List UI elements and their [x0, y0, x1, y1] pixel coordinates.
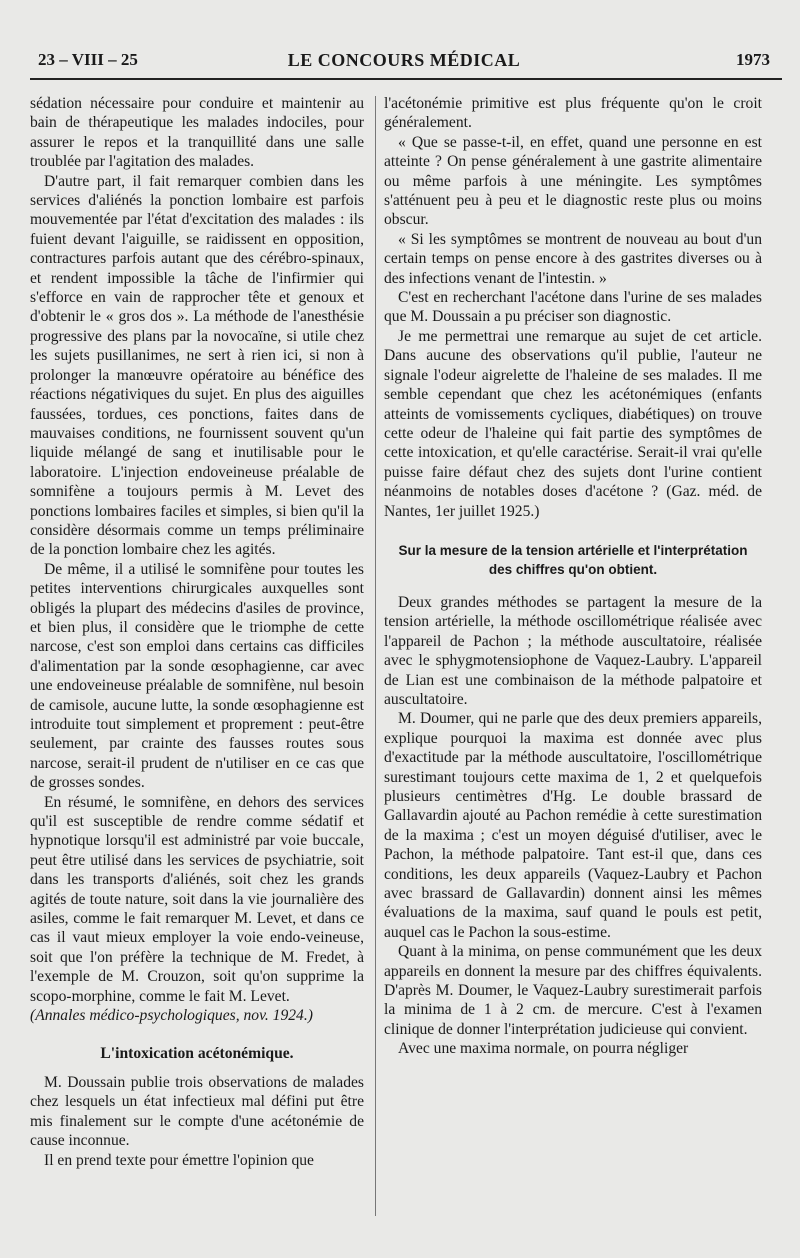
paragraph: sédation nécessaire pour conduire et maintenir au bain de thérapeutique les malades indociles, pour assurer le repos et la tranquillité dans une salle troublée par l'agitation des malades.: [30, 95, 364, 171]
paragraph: Quant à la minima, on pense communément que les deux appareils en donnent la mesure par des chiffres équivalents. D'après M. Doumer, le Vaquez-Laubry surestimerait parfois la minima de 1 à 2 cm. de mercure. C'est à l'examen clinique de donner l'interprétation judicieuse qui convient.: [384, 943, 762, 1038]
paragraph: « Que se passe-t-il, en effet, quand une personne en est atteinte ? On pense généralement à une gastrite alimentaire ou même parfois à une méningite. Les symptômes s'atténuent peu à peu et le diagnostic reste plus ou moins obscur.: [384, 133, 762, 229]
paragraph: D'autre part, il fait remarquer combien dans les services d'aliénés la ponction lombaire est parfois mouvementée par l'état d'excitation des malades : ils fuient devant l'aiguille, se raidissent en opposition, contractures parfois autant que des cérébro-spinaux, et rendent impossible la tâche de l'infirmier qui s'efforce en vain de rapprocher tête et genoux et d'obtenir le « gros dos ». La méthode de l'anesthésie progressive des plans par la novocaïne, si utile chez les sujets pusillanimes, ne sert à rien ici, si non à prolonger la manœuvre opératoire au bénéfice des réactions négativiques du sujet. En plus des aiguilles faussées, tordues, ces ponctions, faites dans de mauvaises conditions, ne fournissent souvent qu'un liquide mélangé de sang et inutilisable pour le laboratoire. L'injection endoveineuse préalable de somnifène a toujours permis à M. Levet des ponctions lombaires faciles et simples, si bien qu'il la considère désormais comme un temps préliminaire de la ponction lombaire chez les agités.: [30, 172, 364, 559]
column-divider: [375, 96, 376, 1216]
paragraph: Deux grandes méthodes se partagent la mesure de la tension artérielle, la méthode oscillométrique réalisée avec l'appareil de Pachon ; la méthode auscultatoire, réalisée avec le sphygmotensiophone de Vaquez-Laubry. L'appareil de Lian est une combinaison de la méthode palpatoire et auscultatoire.: [384, 593, 762, 708]
paragraph: M. Doumer, qui ne parle que des deux premiers appareils, explique pourquoi la maxima est donnée avec plus d'exactitude par la méthode auscultatoire, l'oscillométrique surestimant toujours cette maxima de 1, 2 et quelquefois plusieurs centimètres d'Hg. Le double brassard de Gallavardin ajouté au Pachon remédie à cette surestimation de la maxima ; c'est un moyen déguisé d'utiliser, avec le Pachon, la méthode palpatoire. Tant est-il que, dans ces conditions, les deux appareils (Vaquez-Laubry et Pachon avec brassard de Gallavardin) donnent ainsi les mêmes évaluations de la maxima, sauf quand le pouls est petit, auquel cas le Pachon la sous-estime.: [384, 710, 762, 941]
paragraph: « Si les symptômes se montrent de nouveau au bout d'un certain temps on pense encore à des gastrites diverses ou à des infections venant de l'intestin. »: [384, 230, 762, 287]
paragraph: En résumé, le somnifène, en dehors des services qu'il est susceptible de rendre comme sédatif et hypnotique lorsqu'il est administré par voie buccale, peut être utilisé dans les services de psychiatrie, soit dans les transports d'aliénés, soit chez les grands agités de toute nature, soit dans la vie journalière des asiles, comme le fait remarquer M. Levet, et dans ce cas il vaut mieux employer la voie endo-veineuse, soit que l'on préfère la technique de M. Fredet, à l'exemple de M. Crouzon, soit qu'on supprime la scopo-morphine, comme le fait M. Levet.: [30, 793, 364, 1005]
paragraph: Il en prend texte pour émettre l'opinion que: [44, 1151, 314, 1169]
header-rule: [30, 78, 782, 80]
page-number: 1973: [736, 50, 770, 69]
page-header: [38, 50, 770, 78]
section-title-tension: Sur la mesure de la tension artérielle et l'interprétation des chiffres qu'on obtient.: [398, 542, 748, 577]
paragraph: C'est en recherchant l'acétone dans l'urine de ses malades que M. Doussain a pu préciser son diagnostic.: [384, 289, 762, 326]
paragraph: De même, il a utilisé le somnifène pour toutes les petites interventions chirurgicales auxquelles sont obligés la plupart des médecins d'asiles de province, et bien plus, il considère que le triomphe de cette narcose, c'est son emploi dans certains cas difficiles d'alimentation par la sonde œsophagienne, car avec une endoveineuse préalable de somnifène, nul besoin de camisole, aucune lutte, la sonde œsophagienne est introduite tout simplement et proprement : peut-être seulement, par crainte des fausses routes sous narcose, serait-il prudent de n'utiliser en ce cas que de grosses sondes.: [30, 560, 364, 792]
paragraph: l'acétonémie primitive est plus fréquente qu'on le croit généralement.: [384, 95, 762, 132]
section-title-acetonemie: L'intoxication acétonémique.: [100, 1044, 294, 1062]
paragraph: Je me permettrai une remarque au sujet de cet article. Dans aucune des observations qu'il publie, l'auteur ne signale l'odeur aigrelette de l'haleine de ses malades. Il me semble cependant que chez les acétonémiques (enfants atteints de vomissements cycliques, diabétiques) on trouve cette odeur de l'haleine qui fait partie des symptômes de cette intoxication, et qu'elle caractérise. Serait-il vrai qu'elle puisse faire défaut chez des sujets dont l'urine contient néanmoins de notables doses d'acétone ? (Gaz. méd. de Nantes, 1er juillet 1925.): [384, 327, 762, 520]
citation: (Annales médico-psychologiques, nov. 1924.): [30, 1007, 313, 1025]
paragraph: M. Doussain publie trois observations de malades chez lesquels un état infectieux mal défini put être mis finalement sur le compte d'une acétonémie de cause inconnue.: [30, 1073, 364, 1150]
right-column: [384, 94, 762, 1059]
journal-title: LE CONCOURS MÉDICAL: [287, 50, 521, 70]
paragraph: Avec une maxima normale, on pourra négliger: [398, 1040, 689, 1058]
header-date: 23 – VIII – 25: [38, 50, 138, 69]
left-column: [30, 94, 364, 1170]
